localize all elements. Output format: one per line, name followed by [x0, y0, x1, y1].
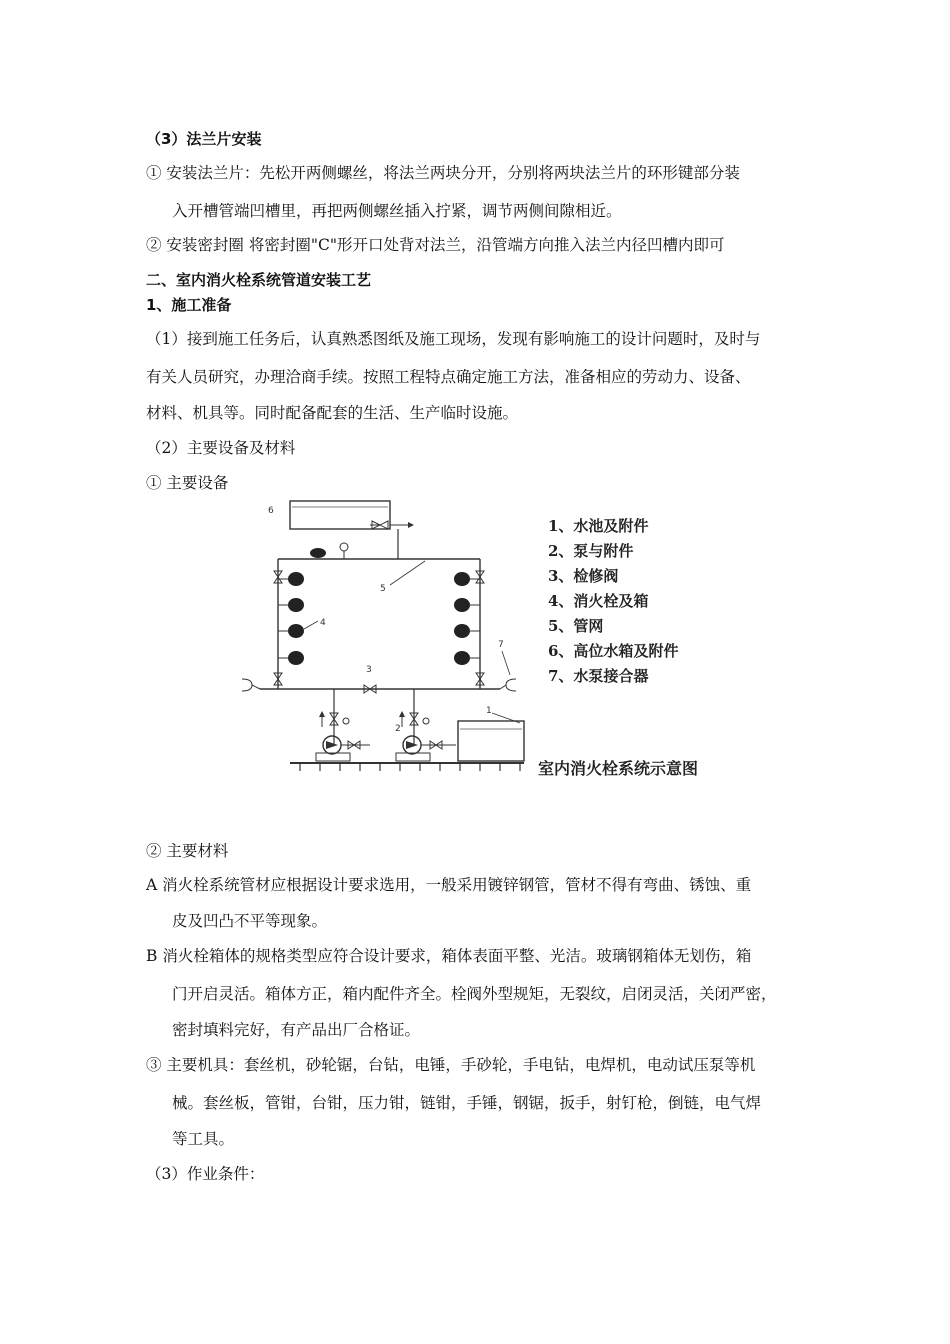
subheading-materials: ② 主要材料	[146, 842, 229, 860]
figure-caption: 室内消火栓系统示意图	[538, 759, 699, 778]
callout-1: 1	[486, 706, 492, 716]
fire-hydrant-system-diagram	[230, 495, 530, 780]
paragraph-line: 入开槽管端凹槽里，再把两侧螺丝插入拧紧，调节两侧间隙相近。	[172, 202, 622, 220]
paragraph-line: ② 安装密封圈 将密封圈"C"形开口处背对法兰，沿管端方向推入法兰内径凹槽内即可	[146, 236, 725, 254]
paragraph-line: （3）作业条件：	[146, 1165, 265, 1183]
legend-item: 4、消火栓及箱	[548, 592, 649, 610]
hydrant-cabinet-icon	[454, 572, 480, 665]
paragraph-line: 有关人员研究，办理洽商手续。按照工程特点确定施工方法，准备相应的劳动力、设备、	[146, 368, 751, 386]
heading-preparation: 1、施工准备	[146, 296, 232, 314]
callout-7: 7	[498, 640, 504, 650]
paragraph-line: 械。套丝板，管钳，台钳，压力钳，链钳，手锤，钢锯，扳手，射钉枪，倒链，电气焊	[172, 1094, 762, 1112]
paragraph-line: 材料、机具等。同时配备配套的生活、生产临时设施。	[146, 404, 519, 422]
legend-item: 3、检修阀	[548, 567, 619, 585]
legend-item: 6、高位水箱及附件	[548, 642, 679, 660]
callout-5: 5	[380, 584, 386, 594]
paragraph-line: ① 安装法兰片：先松开两侧螺丝，将法兰两块分开，分别将两块法兰片的环形键部分装	[146, 164, 740, 182]
callout-3: 3	[366, 665, 372, 675]
paragraph-line: 门开启灵活。箱体方正，箱内配件齐全。栓阀外型规矩，无裂纹，启闭灵活，关闭严密，	[172, 985, 777, 1003]
paragraph-line: 密封填料完好，有产品出厂合格证。	[172, 1021, 421, 1039]
hydrant-cabinet-icon	[278, 572, 304, 665]
legend-item: 1、水池及附件	[548, 517, 649, 535]
paragraph-line: B 消火栓箱体的规格类型应符合设计要求，箱体表面平整、光洁。玻璃钢箱体无划伤，箱	[146, 947, 752, 965]
heading-flange-install: （3）法兰片安装	[146, 130, 262, 148]
pump-adapter-icon	[506, 679, 516, 691]
paragraph-line: A 消火栓系统管材应根据设计要求选用，一般采用镀锌钢管，管材不得有弯曲、锈蚀、重	[146, 876, 752, 894]
callout-2: 2	[395, 724, 401, 734]
paragraph-line: ③ 主要机具：套丝机，砂轮锯，台钻，电锤，手砂轮，手电钻，电焊机，电动试压泵等机	[146, 1056, 756, 1074]
callout-6: 6	[268, 506, 274, 516]
paragraph-line: 等工具。	[172, 1130, 235, 1148]
callout-4: 4	[320, 618, 326, 628]
paragraph-line: （2）主要设备及材料	[146, 439, 296, 457]
paragraph-line: 皮及凹凸不平等现象。	[172, 912, 328, 930]
paragraph-line: （1）接到施工任务后，认真熟悉图纸及施工现场，发现有影响施工的设计问题时，及时与	[146, 330, 761, 348]
legend-item: 7、水泵接合器	[548, 667, 649, 685]
subheading-equipment: ① 主要设备	[146, 474, 229, 492]
water-pool	[458, 721, 524, 761]
legend-item: 5、管网	[548, 617, 604, 635]
check-valve-icon	[310, 548, 326, 558]
heading-section-2: 二、室内消火栓系统管道安装工艺	[146, 271, 372, 289]
legend-item: 2、泵与附件	[548, 542, 634, 560]
